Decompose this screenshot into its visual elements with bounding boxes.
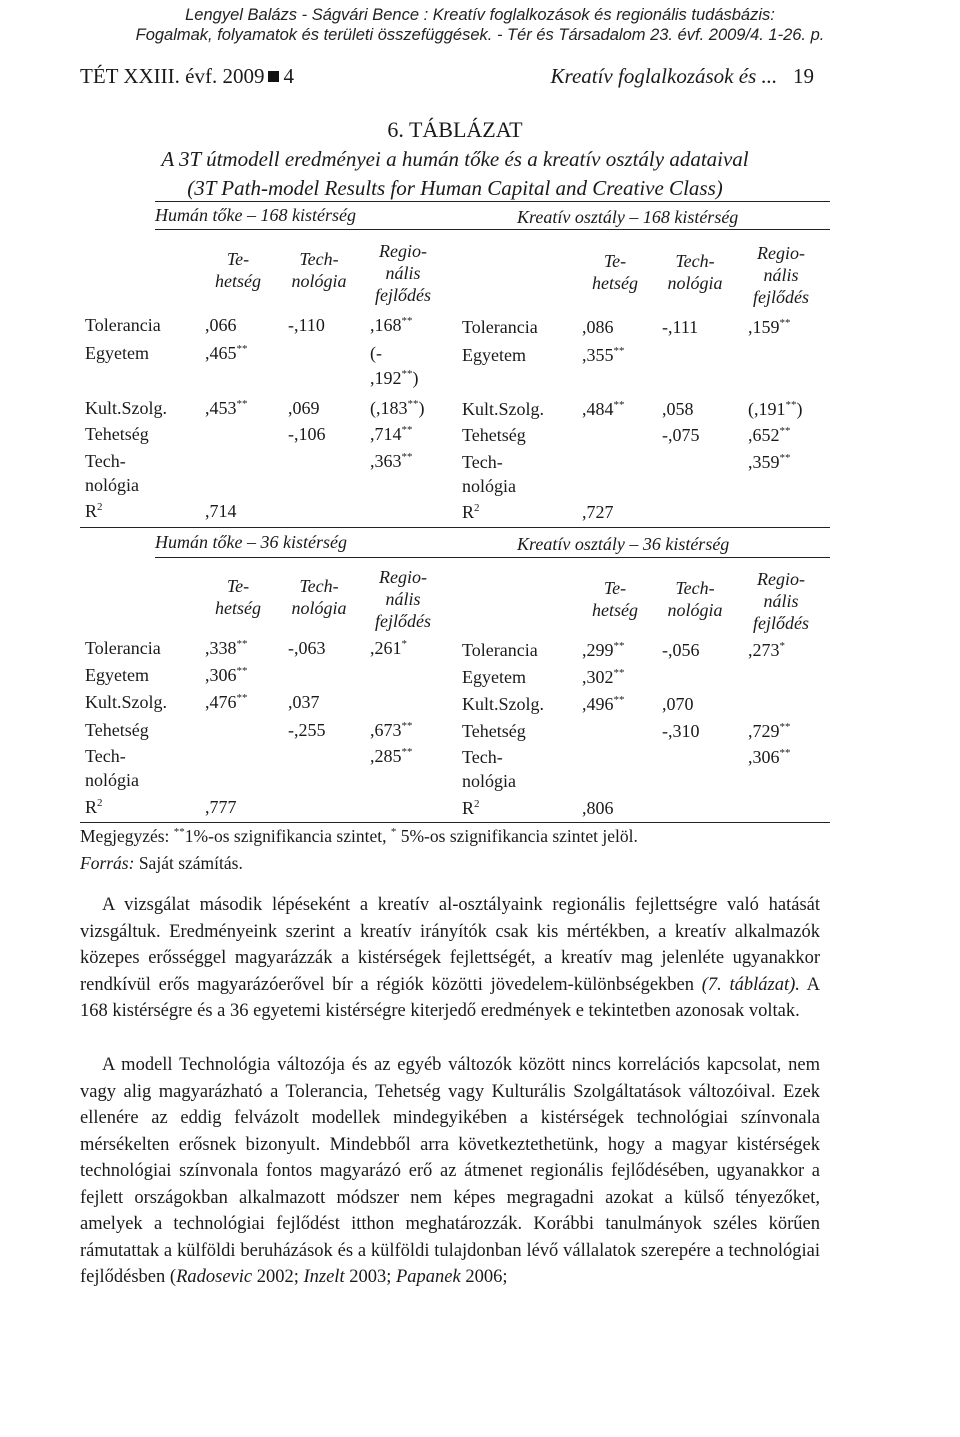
row-label: Egyetem: [85, 343, 149, 363]
section-label: Humán tőke – 168 kistérség: [155, 205, 356, 225]
row-label: $R^2$: [85, 501, 103, 521]
table-cell: ,355**: [582, 345, 625, 365]
section-rule: [155, 557, 830, 558]
table-cell: ,306**: [748, 747, 791, 767]
row-label: nológia: [462, 771, 516, 791]
col-head-regionalis: Regio- nális fejlődés: [375, 241, 431, 305]
table-cell: ,192**): [370, 368, 419, 388]
section-rule: [155, 229, 830, 230]
table-cell: ,777: [205, 797, 237, 817]
page-info: [551, 64, 814, 89]
table-cell: ,285**: [370, 746, 413, 766]
col-head-technologia: Tech- nológia: [291, 576, 347, 618]
table-cell: ,363**: [370, 451, 413, 471]
row-label: Tech-: [85, 451, 126, 471]
row-label: nológia: [85, 770, 139, 790]
table-cell: ,273*: [748, 640, 785, 660]
table-title: A 3T útmodell eredményei a humán tőke és a kreatív osztály adataival: [161, 147, 749, 171]
row-label: $R^2$: [85, 797, 103, 817]
citation-line-1: Lengyel Balázs - Ságvári Bence : Kreatív foglalkozások és regionális tudásbázis:: [185, 6, 775, 24]
row-label: Kult.Szolg.: [85, 398, 168, 418]
row-label: Tech-: [462, 452, 503, 472]
row-label: Tolerancia: [85, 638, 161, 658]
section-rule: [80, 527, 830, 528]
col-head-tehetseg: Te- hetség: [592, 578, 638, 620]
col-head-regionalis: Regio- nális fejlődés: [375, 567, 431, 631]
row-label: Tech-: [462, 747, 503, 767]
table-cell: ,302**: [582, 667, 625, 687]
row-label: Egyetem: [85, 665, 149, 685]
row-label: Tolerancia: [85, 315, 161, 335]
table-cell: ,338**: [205, 638, 248, 658]
journal-issue: 4: [283, 64, 294, 88]
row-label: Tolerancia: [462, 317, 538, 337]
row-label: Egyetem: [462, 345, 526, 365]
table-cell: -,110: [288, 315, 325, 335]
row-label: Tehetség: [462, 425, 526, 445]
table-cell: ,066: [205, 315, 237, 335]
table-cell: ,652**: [748, 425, 791, 445]
table-number: 6. TÁBLÁZAT: [387, 117, 523, 142]
table-cell: ,673**: [370, 720, 413, 740]
table-cell: -,255: [288, 720, 326, 740]
col-head-technologia: Tech- nológia: [291, 249, 347, 291]
table-cell: ,070: [662, 694, 694, 714]
page-number: 19: [793, 64, 814, 88]
table-cell: ,086: [582, 317, 614, 337]
table-cell: ,465**: [205, 343, 248, 363]
section-label: Kreatív osztály – 36 kistérség: [517, 534, 730, 554]
col-head-regionalis: Regio- nális fejlődés: [753, 569, 809, 633]
table-cell: ,299**: [582, 640, 625, 660]
table-cell: ,261*: [370, 638, 407, 658]
journal-volume: TÉT XXIII. évf. 2009: [80, 64, 265, 88]
row-label: Tech-: [85, 746, 126, 766]
col-head-tehetseg: Te- hetség: [215, 249, 261, 291]
row-label: nológia: [462, 476, 516, 496]
row-label: Kult.Szolg.: [462, 399, 545, 419]
row-label: Tehetség: [85, 720, 149, 740]
row-label: nológia: [85, 475, 139, 495]
table-cell: ,806: [582, 798, 614, 818]
table-cell: ,306**: [205, 665, 248, 685]
col-head-technologia: Tech- nológia: [667, 251, 723, 293]
citation-line-2: Fogalmak, folyamatok és területi összefüggések. - Tér és Társadalom 23. évf. 2009/4. 1-26. p.: [135, 26, 825, 44]
section-label: Kreatív osztály – 168 kistérség: [517, 207, 739, 227]
table-cell: -,310: [662, 721, 700, 741]
table-cell: ,714**: [370, 424, 413, 444]
row-label: Tolerancia: [462, 640, 538, 660]
table-subtitle: (3T Path-model Results for Human Capital and Creative Class): [187, 176, 723, 200]
journal-info: [80, 64, 294, 89]
row-label: Tehetség: [462, 721, 526, 741]
table-cell: ,496**: [582, 694, 625, 714]
table-cell: ,159**: [748, 317, 791, 337]
body-paragraph: A modell Technológia változója és az egyéb változók között nincs korrelációs kapcsolat, nem vagy alig magyarázható a Tolerancia, Tehetség vagy Kulturális Szolgáltatások változóival. Ezek ellenére az eddig felvázolt modellek mindegyikében a kistérségek technológiai színvonala mérsékelten erősnek bizonyult. Mindebből arra következtethetünk, hogy a magyar kistérségek technológiai színvonala fontos magyarázó erő az átmenet regionális fejlődésében, ugyanakkor a fejlett országokban alkalmazott módszer nem képes megragadni azokat a külső tényezőket, amelyek a technológiai fejlődést itthon meghatározzák. Korábbi tanulmányok széles körűen rámutattak a külföldi beruházások és a külföldi tulajdonban lévő vállalatok szerepére a technológiai fejlődésben (Radosevic 2002; Inzelt 2003; Papanek 2006;: [80, 1055, 820, 1287]
square-bullet-icon: [268, 71, 279, 82]
col-head-technologia: Tech- nológia: [667, 578, 723, 620]
table-cell: ,727: [582, 502, 614, 522]
table-cell: ,453**: [205, 398, 248, 418]
col-head-tehetseg: Te- hetség: [215, 576, 261, 618]
table-cell: -,063: [288, 638, 326, 658]
col-head-tehetseg: Te- hetség: [592, 251, 638, 293]
table-cell: ,168**: [370, 315, 413, 335]
table-source: Forrás: Saját számítás.: [80, 853, 243, 873]
table-cell: ,476**: [205, 692, 248, 712]
table-cell: ,359**: [748, 452, 791, 472]
row-label: Kult.Szolg.: [462, 694, 545, 714]
table-cell: (,191**): [748, 399, 803, 419]
col-head-regionalis: Regio- nális fejlődés: [753, 243, 809, 307]
row-label: Kult.Szolg.: [85, 692, 168, 712]
table-cell: (,183**): [370, 398, 425, 418]
row-label: Tehetség: [85, 424, 149, 444]
short-title: Kreatív foglalkozások és ...: [550, 64, 778, 88]
body-paragraph: A vizsgálat második lépéseként a kreatív al-osztályaink regionális fejlettségre való hatását vizsgáltuk. Eredményeink szerint a kreatív irányítók csak kis mértékben, a kreatív alkalmazók közepes erősséggel magyarázzák a kistérségek fejlettségét, a kreatív mag jelenléte ugyanakkor rendkívül erős magyarázóerővel bír a régiók közötti jövedelem-különbségekben (7. táblázat). A 168 kistérségre és a 36 egyetemi kistérségre kiterjedő eredmények e tekintetben azonosak voltak.: [80, 895, 821, 1021]
row-label: $R^2$: [462, 798, 480, 818]
table-cell: -,056: [662, 640, 700, 660]
table-cell: ,069: [288, 398, 320, 418]
table-cell: ,729**: [748, 721, 791, 741]
table-top-rule: [155, 201, 830, 202]
table-cell: ,714: [205, 501, 237, 521]
table-cell: -,111: [662, 317, 699, 337]
table-note: Megjegyzés: **1%-os szignifikancia szintet, * 5%-os szignifikancia szintet jelöl.: [80, 826, 638, 846]
table-cell: ,484**: [582, 399, 625, 419]
table-cell: -,106: [288, 424, 326, 444]
row-label: Egyetem: [462, 667, 526, 687]
table-cell: -,075: [662, 425, 700, 445]
table-bottom-rule: [80, 822, 830, 823]
table-cell: (-: [370, 343, 382, 363]
table-cell: ,037: [288, 692, 320, 712]
row-label: $R^2$: [462, 502, 480, 522]
section-label: Humán tőke – 36 kistérség: [155, 532, 347, 552]
table-cell: ,058: [662, 399, 694, 419]
